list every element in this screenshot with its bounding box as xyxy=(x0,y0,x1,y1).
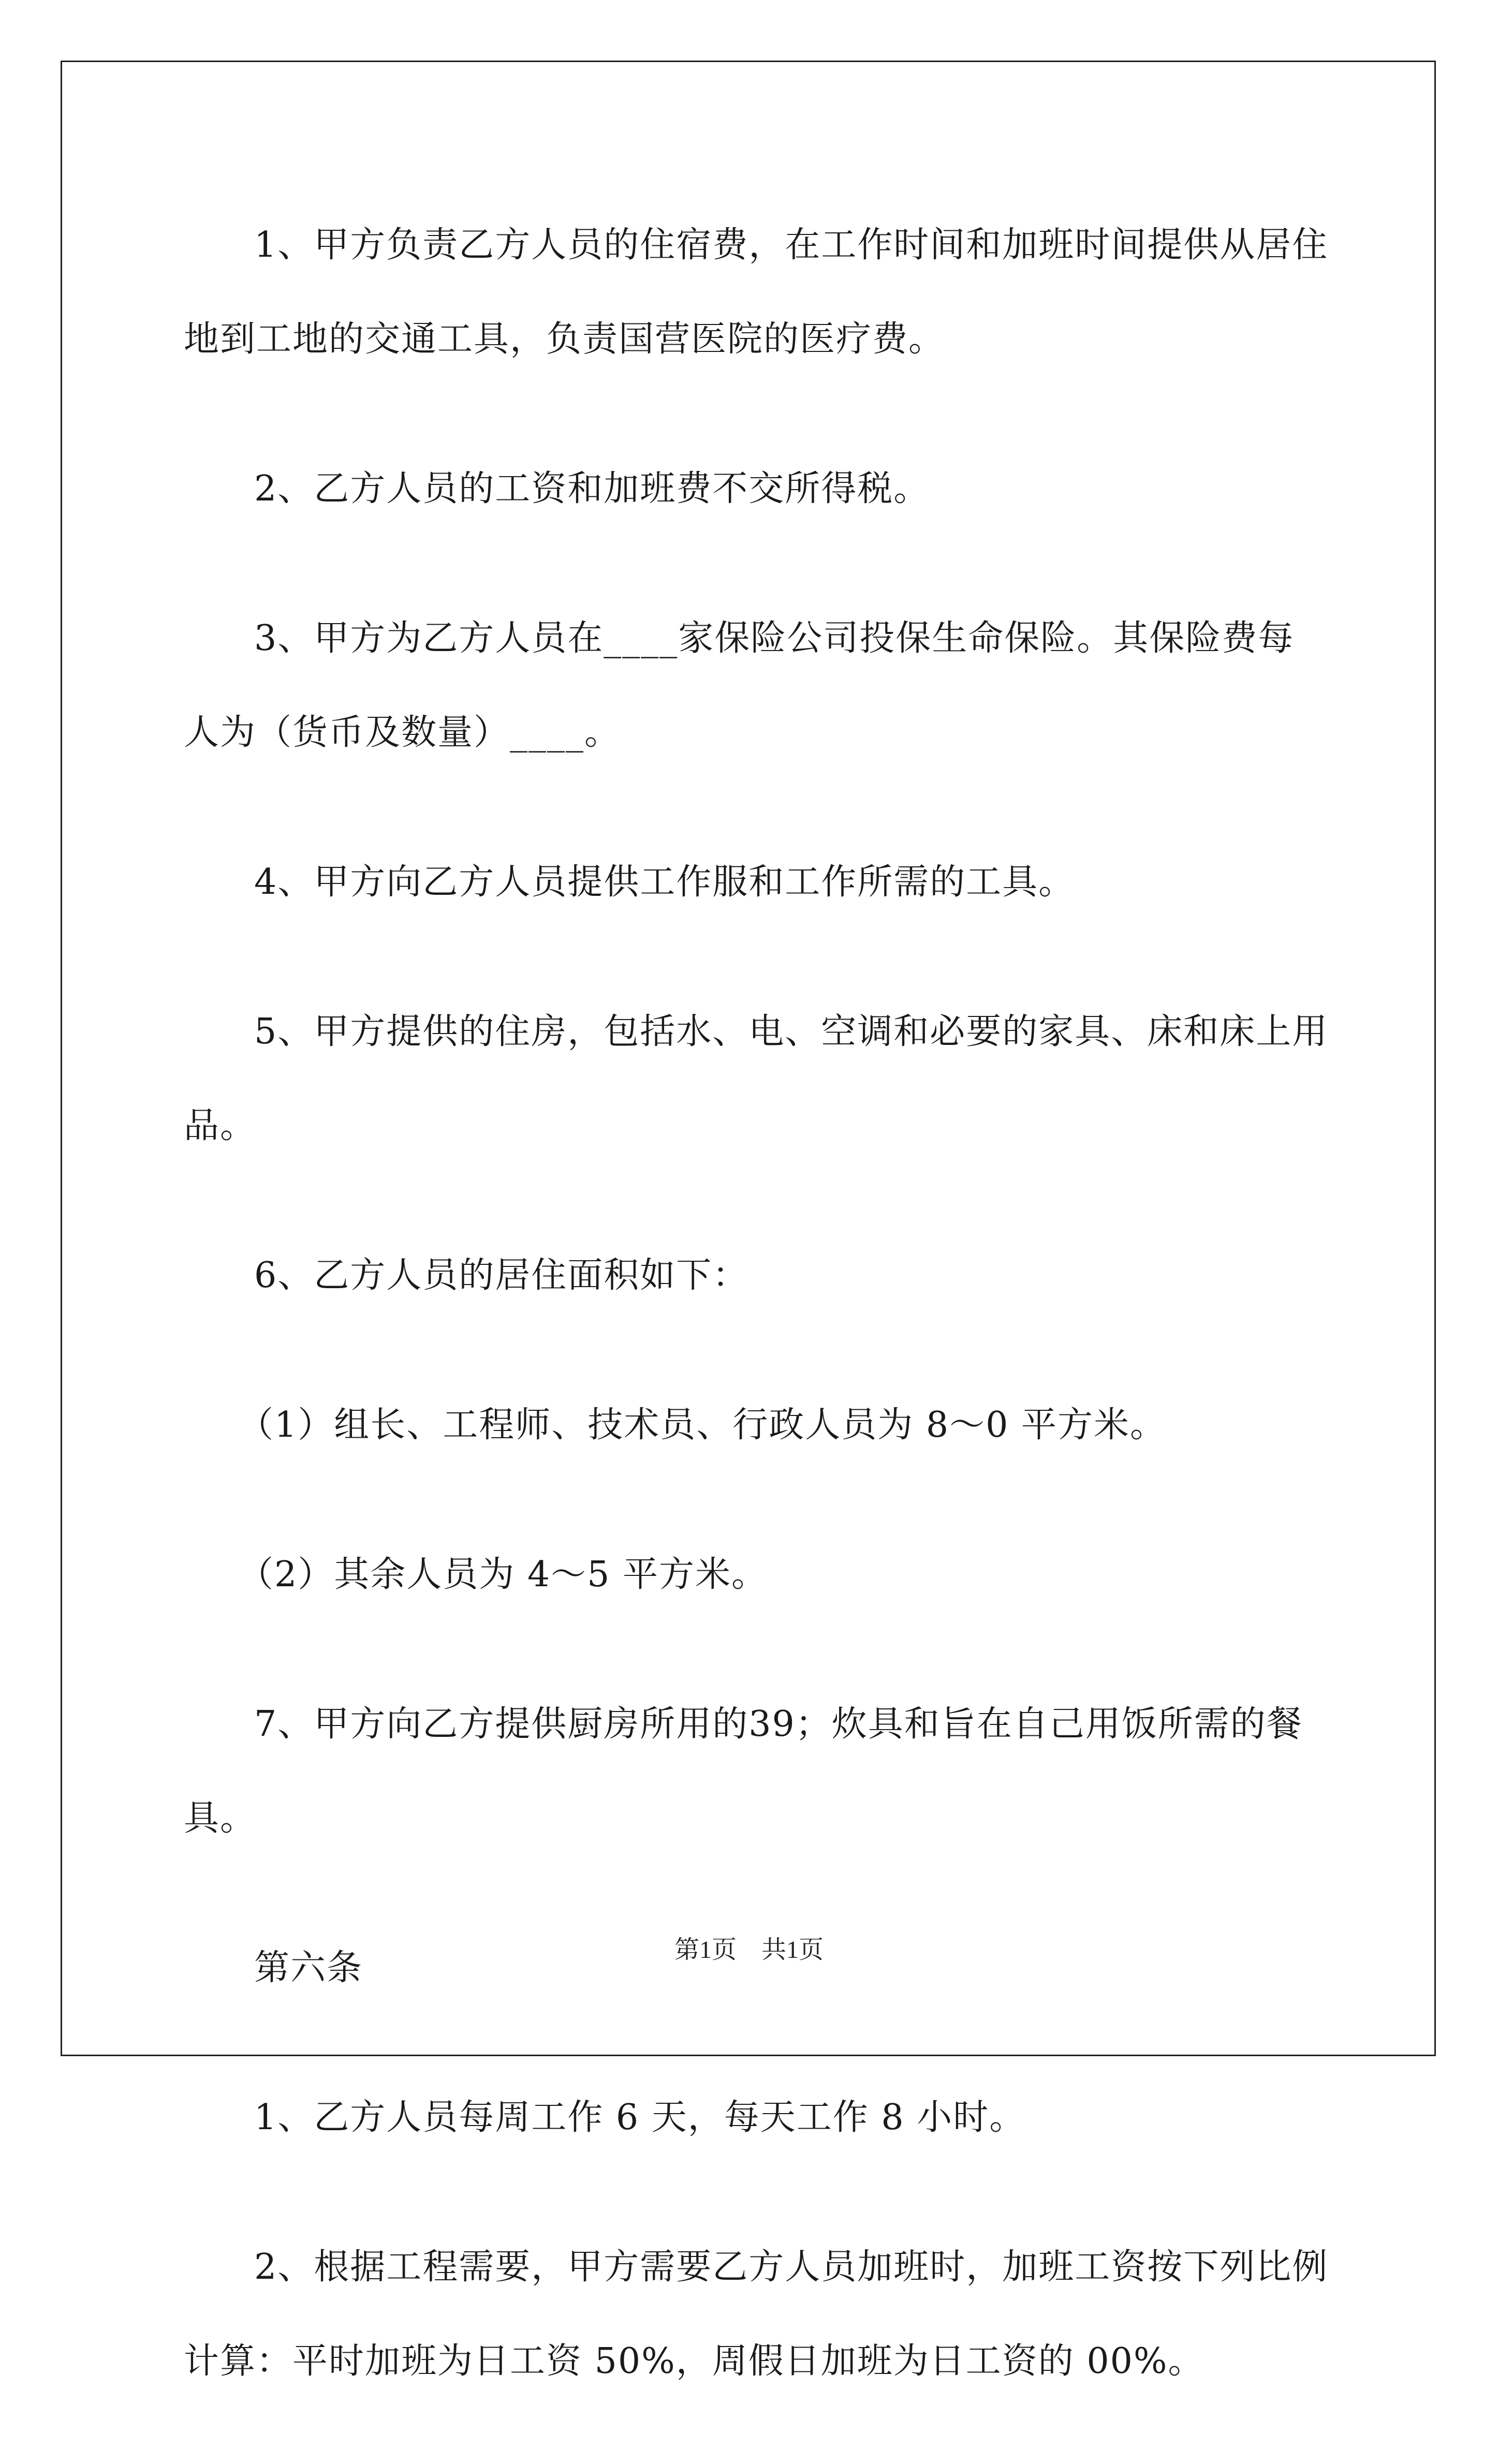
page-footer xyxy=(0,1929,1498,1965)
section-heading-article-6: 第六条 xyxy=(254,1947,363,1988)
article-6-paragraph-1: 1、乙方人员每周工作 6 天，每天工作 8 小时。 xyxy=(254,2097,1026,2138)
paragraph-7: 7、甲方向乙方提供厨房所用的39；炊具和旨在自己用饭所需的餐具。 xyxy=(184,1704,1303,1839)
paragraph-1: 1、甲方负责乙方人员的住宿费，在工作时间和加班时间提供从居住地到工地的交通工具，负责国营医院的医疗费。 xyxy=(184,225,1329,360)
paragraph-5: 5、甲方提供的住房，包括水、电、空调和必要的家具、床和床上用品。 xyxy=(184,1011,1329,1146)
paragraph-6: 6、乙方人员的居住面积如下： xyxy=(254,1255,749,1296)
paragraph-6-item-2: （2）其余人员为 4～5 平方米。 xyxy=(238,1554,768,1595)
article-6-paragraph-2: 2、根据工程需要，甲方需要乙方人员加班时，加班工资按下列比例计算：平时加班为日工资 50%，周假日加班为日工资的 00%。 xyxy=(184,2247,1329,2382)
paragraph-6-item-1: （1）组长、工程师、技术员、行政人员为 8～0 平方米。 xyxy=(238,1405,1167,1445)
document-body xyxy=(184,198,1330,2464)
paragraph-4: 4、甲方向乙方人员提供工作服和工作所需的工具。 xyxy=(254,862,1075,903)
paragraph-2: 2、乙方人员的工资和加班费不交所得税。 xyxy=(254,468,930,509)
paragraph-3: 3、甲方为乙方人员在____家保险公司投保生命保险。其保险费每人为（货币及数量）____。 xyxy=(184,618,1295,753)
page-number: 第1页 共1页 xyxy=(674,1936,824,1964)
